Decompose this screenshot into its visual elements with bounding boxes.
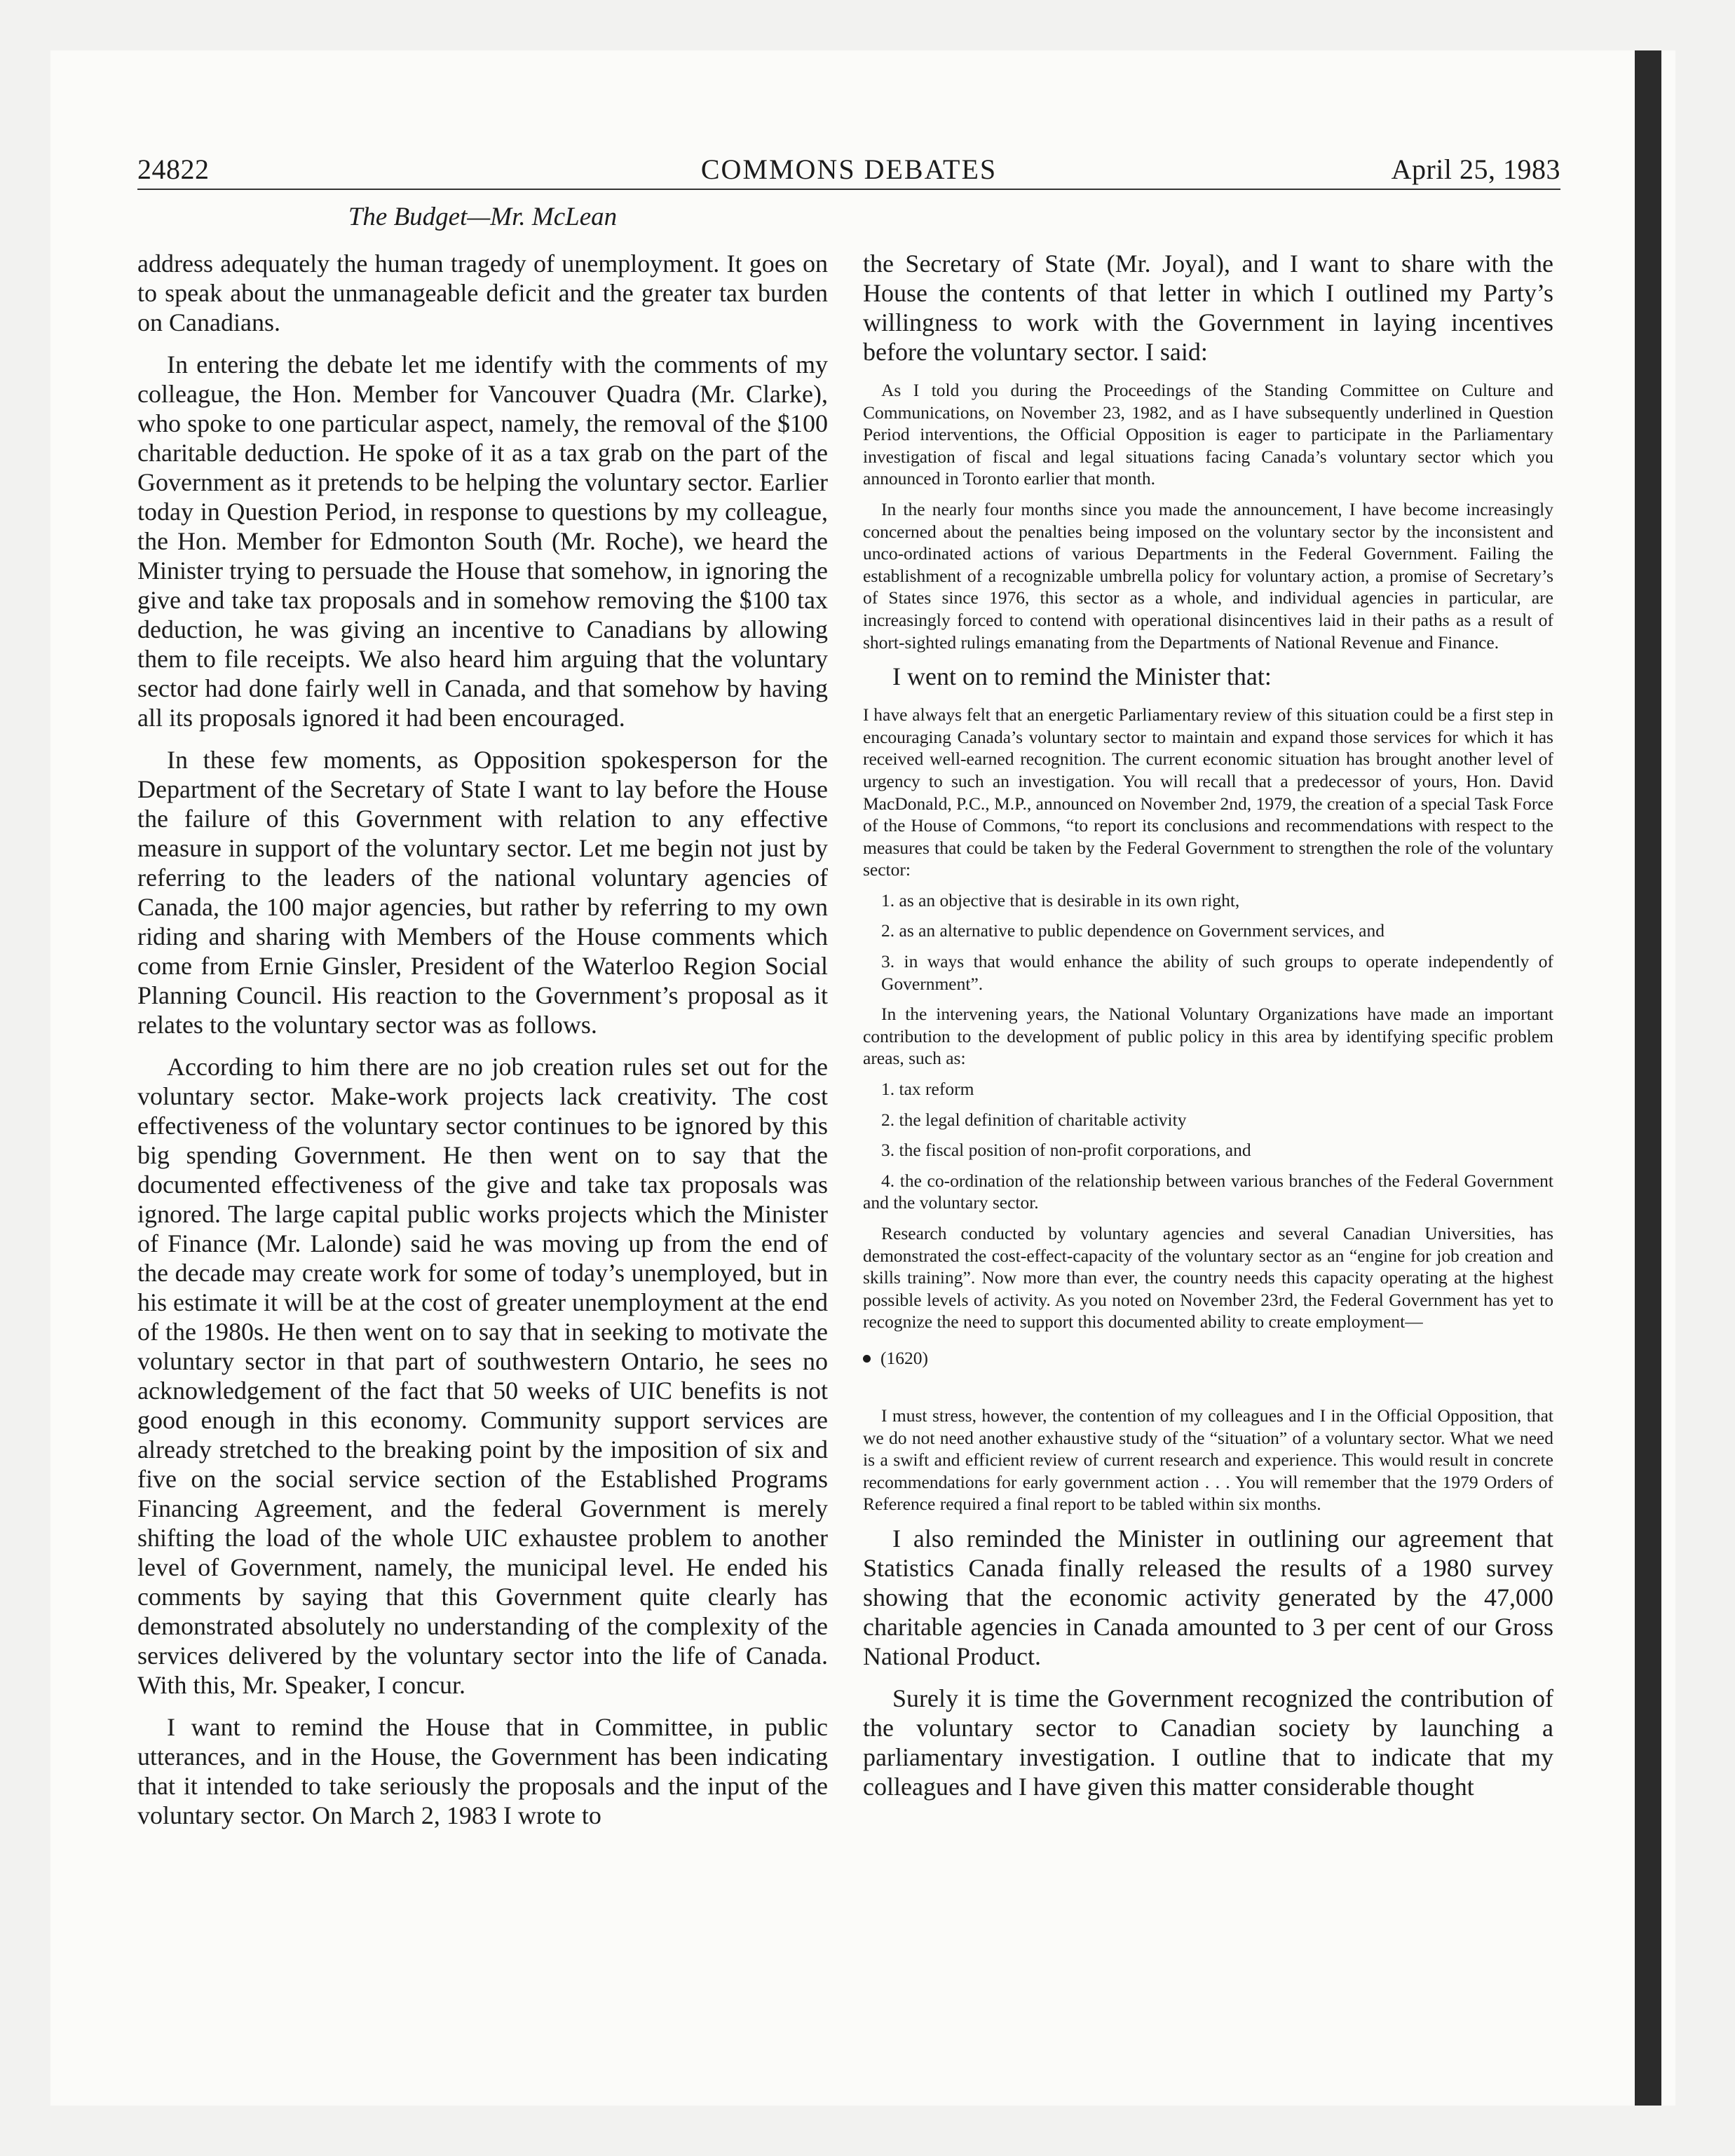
- letter-quote: As I told you during the Proceedings of the Standing Committee on Culture and Communications, on November 23, 1982, and as I have subsequently underlined in Question Period interventions, the Official Opposition is eager to participate in the Parliamentary investigation of fiscal and legal situations facing Canada’s voluntary sector which you announced in Toronto earlier that month.: [863, 380, 1553, 489]
- bullet-dot-icon: [863, 1355, 871, 1363]
- publication-date: April 25, 1983: [1391, 153, 1560, 185]
- scan-edge-shadow: [1635, 50, 1661, 2106]
- page-number: 24822: [137, 153, 210, 185]
- list-item: 2. the legal definition of charitable activity: [881, 1109, 1187, 1130]
- paragraph: According to him there are no job creation rules set out for the voluntary sector. Make-work projects lack creativity. The cost effectiveness of the voluntary sector continues to be ignored by this big spending Government. He then went on to say that the documented effectiveness of the give and take tax proposals was ignored. The large capital public works projects which the Minister of Finance (Mr. Lalonde) said he was moving up from the end of the decade may create work for some of today’s unemployed, but in his estimate it will be at the cost of greater unemployment at the end of the 1980s. He then went on to say that in seeking to motivate the voluntary sector in that part of southwestern Ontario, he sees no acknowledgement of the fact that 50 weeks of UIC benefits is not good enough in this economy. Community support services are already stretched to the breaking point by the imposition of six and five on the social service section of the Established Programs Financing Agreement, and the federal Government is merely shifting the load of the whole UIC exhaustee problem to another level of Government, namely, the municipal level. He ended his comments by saying that this Government quite clearly has demonstrated absolutely no understanding of the complexity of the services delivered by the voluntary sector into the life of Canada. With this, Mr. Speaker, I concur.: [137, 1053, 828, 1699]
- list-item: 1. as an objective that is desirable in its own right,: [881, 889, 1240, 910]
- time-marker-text: (1620): [880, 1347, 928, 1368]
- letter-quote: Research conducted by voluntary agencies and several Canadian Universities, has demonstrated the cost-effect-capacity of the voluntary sector as an “engine for job creation and skills training”. Now more than ever, the country needs this capacity operating at the highest possible levels of activity. As you noted on November 23rd, the Federal Government has yet to recognize the need to support this documented ability to create employment—: [863, 1223, 1553, 1332]
- publication-title: COMMONS DEBATES: [700, 153, 998, 185]
- letter-quote: In the intervening years, the National Voluntary Organizations have made an important contribution to the development of public policy in this area by identifying specific problem areas, such as:: [863, 1004, 1553, 1069]
- list-item: 4. the co-ordination of the relationship between various branches of the Federal Government and the voluntary sector.: [863, 1170, 1553, 1213]
- letter-quote: I have always felt that an energetic Parliamentary review of this situation could be a first step in encouraging Canada’s voluntary sector to maintain and expand those services for which it has received well-earned recognition. The current economic situation has brought another level of urgency to such an investigation. You will recall that a predecessor of yours, Hon. David MacDonald, P.C., M.P., announced on November 2nd, 1979, the creation of a special Task Force of the House of Commons, “to report its conclusions and recommendations with respect to the measures that could be taken by the Federal Government to strengthen the role of the voluntary sector:: [863, 704, 1553, 880]
- header-rule: [137, 189, 1560, 190]
- paragraph: the Secretary of State (Mr. Joyal), and I want to share with the House the contents of that letter in which I outlined my Party’s willingness to work with the Government in laying incentives before the voluntary sector. I said:: [863, 250, 1553, 366]
- paragraph: address adequately the human tragedy of unemployment. It goes on to speak about the unmanageable deficit and the greater tax burden on Canadians.: [137, 250, 828, 336]
- paragraph: I went on to remind the Minister that:: [892, 662, 1272, 691]
- paragraph: In entering the debate let me identify with the comments of my colleague, the Hon. Member for Vancouver Quadra (Mr. Clarke), who spoke to one particular aspect, namely, the removal of the $100 charitable deduction. He spoke of it as a tax grab on the part of the Government as it pretends to be helping the voluntary sector. Earlier today in Question Period, in response to questions by my colleague, the Hon. Member for Edmonton South (Mr. Roche), we heard the Minister trying to persuade the House that somehow, in ignoring the give and take tax proposals and in somehow removing the $100 tax deduction, he was giving an incentive to Canadians by allowing them to file receipts. We also heard him arguing that the voluntary sector had done fairly well in Canada, and that somehow by having all its proposals ignored it had been encouraged.: [137, 350, 828, 732]
- page-header: [137, 153, 1560, 195]
- list-item: 2. as an alternative to public dependence on Government services, and: [881, 920, 1384, 941]
- section-subheading: The Budget—Mr. McLean: [348, 203, 618, 231]
- list-item: 3. in ways that would enhance the ability of such groups to operate independently of Government”.: [881, 951, 1553, 994]
- right-column: [863, 249, 1553, 1814]
- paragraph: I want to remind the House that in Committee, in public utterances, and in the House, the Government has been indicating that it intended to take seriously the proposals and the input of the voluntary sector. On March 2, 1983 I wrote to: [137, 1713, 828, 1829]
- letter-quote: In the nearly four months since you made the announcement, I have become increasingly concerned about the penalties being imposed on the voluntary sector by the inconsistent and unco-ordinated actions of various Departments in the Federal Government. Failing the establishment of a recognizable umbrella policy for voluntary action, a promise of Secretary’s of States since 1976, this sector as a whole, and individual agencies in particular, are increasingly forced to contend with operational disincentives laid in their paths as a result of short-sighted rulings emanating from the Departments of National Revenue and Finance.: [863, 498, 1553, 653]
- time-marker: [863, 1347, 1553, 1370]
- paragraph: I also reminded the Minister in outlining our agreement that Statistics Canada finally released the results of a 1980 survey showing that the economic activity generated by the 47,000 charitable agencies in Canada amounted to 3 per cent of our Gross National Product.: [863, 1524, 1553, 1670]
- list-item: 1. tax reform: [881, 1079, 974, 1100]
- paragraph: Surely it is time the Government recognized the contribution of the voluntary sector to Canadian society by launching a parliamentary investigation. I outline that to indicate that my colleagues and I have given this matter considerable thought: [863, 1684, 1553, 1801]
- list-item: 3. the fiscal position of non-profit corporations, and: [881, 1140, 1251, 1161]
- left-column: [137, 249, 828, 1843]
- document-page: [137, 153, 1560, 1829]
- paragraph: In these few moments, as Opposition spokesperson for the Department of the Secretary of State I want to lay before the House the failure of this Government with relation to any effective measure in support of the voluntary sector. Let me begin not just by referring to the leaders of the national voluntary agencies of Canada, the 100 major agencies, but rather by referring to my own riding and sharing with Members of the House comments which come from Ernie Ginsler, President of the Waterloo Region Social Planning Council. His reaction to the Government’s proposal as it relates to the voluntary sector was as follows.: [137, 746, 828, 1039]
- letter-quote: I must stress, however, the contention of my colleagues and I in the Official Opposition, that we do not need another exhaustive study of the “situation” of a voluntary sector. What we need is a swift and efficient review of current research and experience. This would result in concrete recommendations for early government action . . . You will remember that the 1979 Orders of Reference required a final report to be tabled within six months.: [863, 1405, 1553, 1515]
